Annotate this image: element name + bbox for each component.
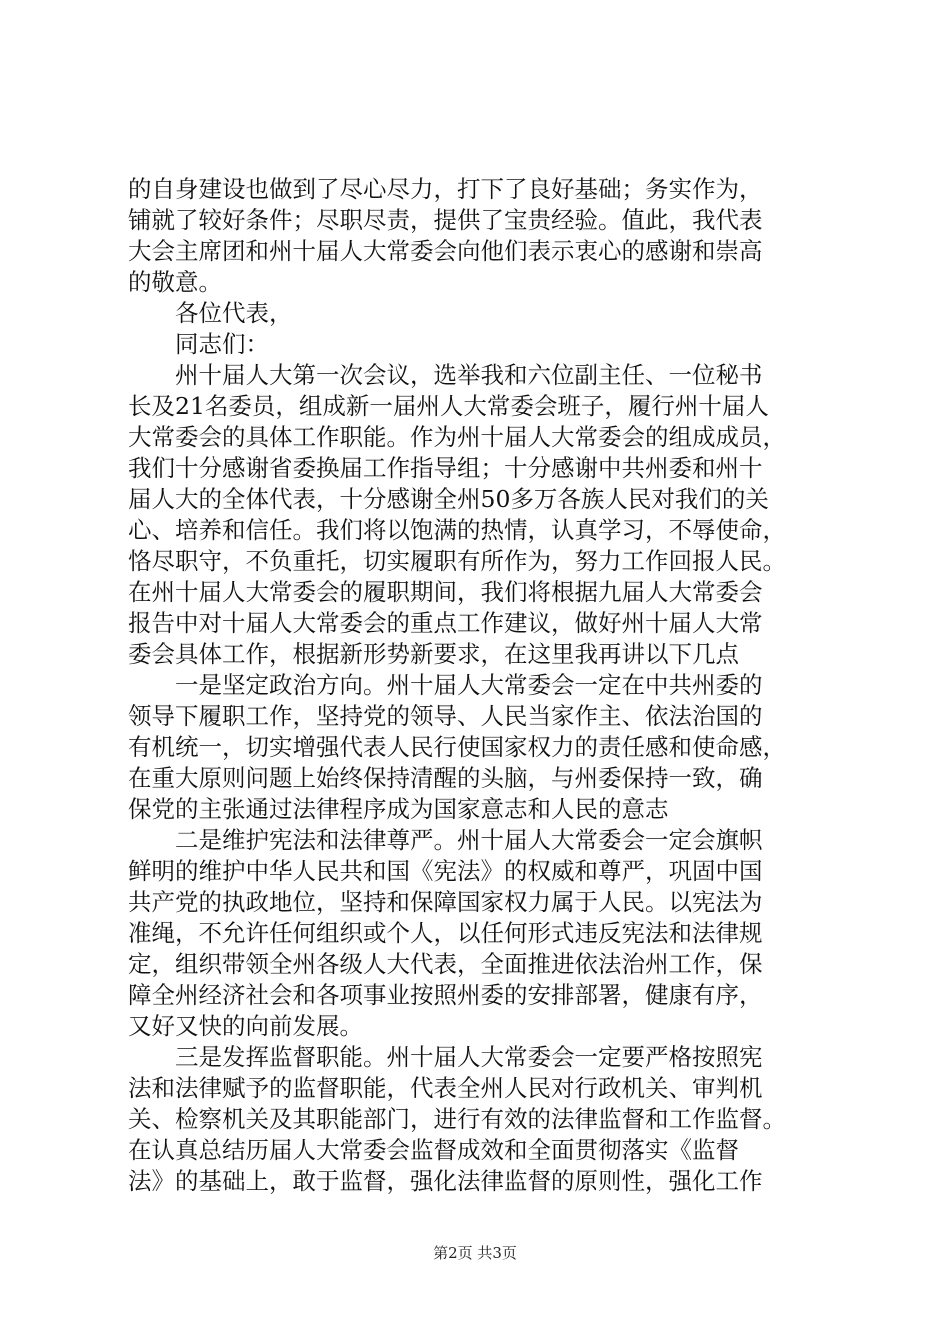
- text-line: 一是坚定政治方向。州十届人大常委会一定在中共州委的: [175, 671, 763, 699]
- text-line: 大会主席团和州十届人大常委会向他们表示衷心的感谢和崇高: [128, 237, 763, 265]
- text-line: 州十届人大第一次会议，选举我和六位副主任、一位秘书: [175, 361, 763, 389]
- text-line: 报告中对十届人大常委会的重点工作建议，做好州十届人大常: [128, 609, 763, 637]
- text-line: 的自身建设也做到了尽心尽力，打下了良好基础；务实作为，: [128, 175, 763, 203]
- text-line: 届人大的全体代表，十分感谢全州50多万各族人民对我们的关: [128, 485, 769, 513]
- text-line: 法》的基础上，敢于监督，强化法律监督的原则性，强化工作: [128, 1167, 763, 1195]
- text-line: 障全州经济社会和各项事业按照州委的安排部署，健康有序，: [128, 981, 763, 1009]
- text-line: 定，组织带领全州各级人大代表，全面推进依法治州工作，保: [128, 950, 763, 978]
- text-line: 长及21名委员，组成新一届州人大常委会班子，履行州十届人: [128, 392, 769, 420]
- text-line: 共产党的执政地位，坚持和保障国家权力属于人民。以宪法为: [128, 888, 763, 916]
- text-line: 委会具体工作，根据新形势新要求，在这里我再讲以下几点: [128, 640, 739, 668]
- text-line: 二是维护宪法和法律尊严。州十届人大常委会一定会旗帜: [175, 826, 763, 854]
- text-line: 铺就了较好条件；尽职尽责，提供了宝贵经验。值此，我代表: [128, 206, 763, 234]
- text-line: 在重大原则问题上始终保持清醒的头脑，与州委保持一致，确: [128, 764, 763, 792]
- page-footer: 第2页 共3页: [433, 1244, 517, 1262]
- text-line: 恪尽职守，不负重托，切实履职有所作为，努力工作回报人民。: [128, 547, 786, 575]
- text-line: 法和法律赋予的监督职能，代表全州人民对行政机关、审判机: [128, 1074, 763, 1102]
- text-line: 各位代表，: [175, 299, 293, 327]
- text-line: 同志们：: [175, 330, 269, 358]
- text-line: 鲜明的维护中华人民共和国《宪法》的权威和尊严，巩固中国: [128, 857, 763, 885]
- text-line: 有机统一，切实增强代表人民行使国家权力的责任感和使命感，: [128, 733, 786, 761]
- text-line: 三是发挥监督职能。州十届人大常委会一定要严格按照宪: [175, 1043, 763, 1071]
- text-line: 关、检察机关及其职能部门，进行有效的法律监督和工作监督。: [128, 1105, 786, 1133]
- text-line: 的敬意。: [128, 268, 222, 296]
- text-line: 领导下履职工作，坚持党的领导、人民当家作主、依法治国的: [128, 702, 763, 730]
- text-line: 大常委会的具体工作职能。作为州十届人大常委会的组成成员，: [128, 423, 786, 451]
- text-line: 在认真总结历届人大常委会监督成效和全面贯彻落实《监督: [128, 1136, 739, 1164]
- body-text: [128, 174, 834, 1197]
- text-line: 保党的主张通过法律程序成为国家意志和人民的意志: [128, 795, 669, 823]
- text-line: 在州十届人大常委会的履职期间，我们将根据九届人大常委会: [128, 578, 763, 606]
- text-line: 我们十分感谢省委换届工作指导组；十分感谢中共州委和州十: [128, 454, 763, 482]
- text-line: 心、培养和信任。我们将以饱满的热情，认真学习，不辱使命，: [128, 516, 786, 544]
- text-line: 准绳，不允许任何组织或个人，以任何形式违反宪法和法律规: [128, 919, 763, 947]
- text-line: 又好又快的向前发展。: [128, 1012, 363, 1040]
